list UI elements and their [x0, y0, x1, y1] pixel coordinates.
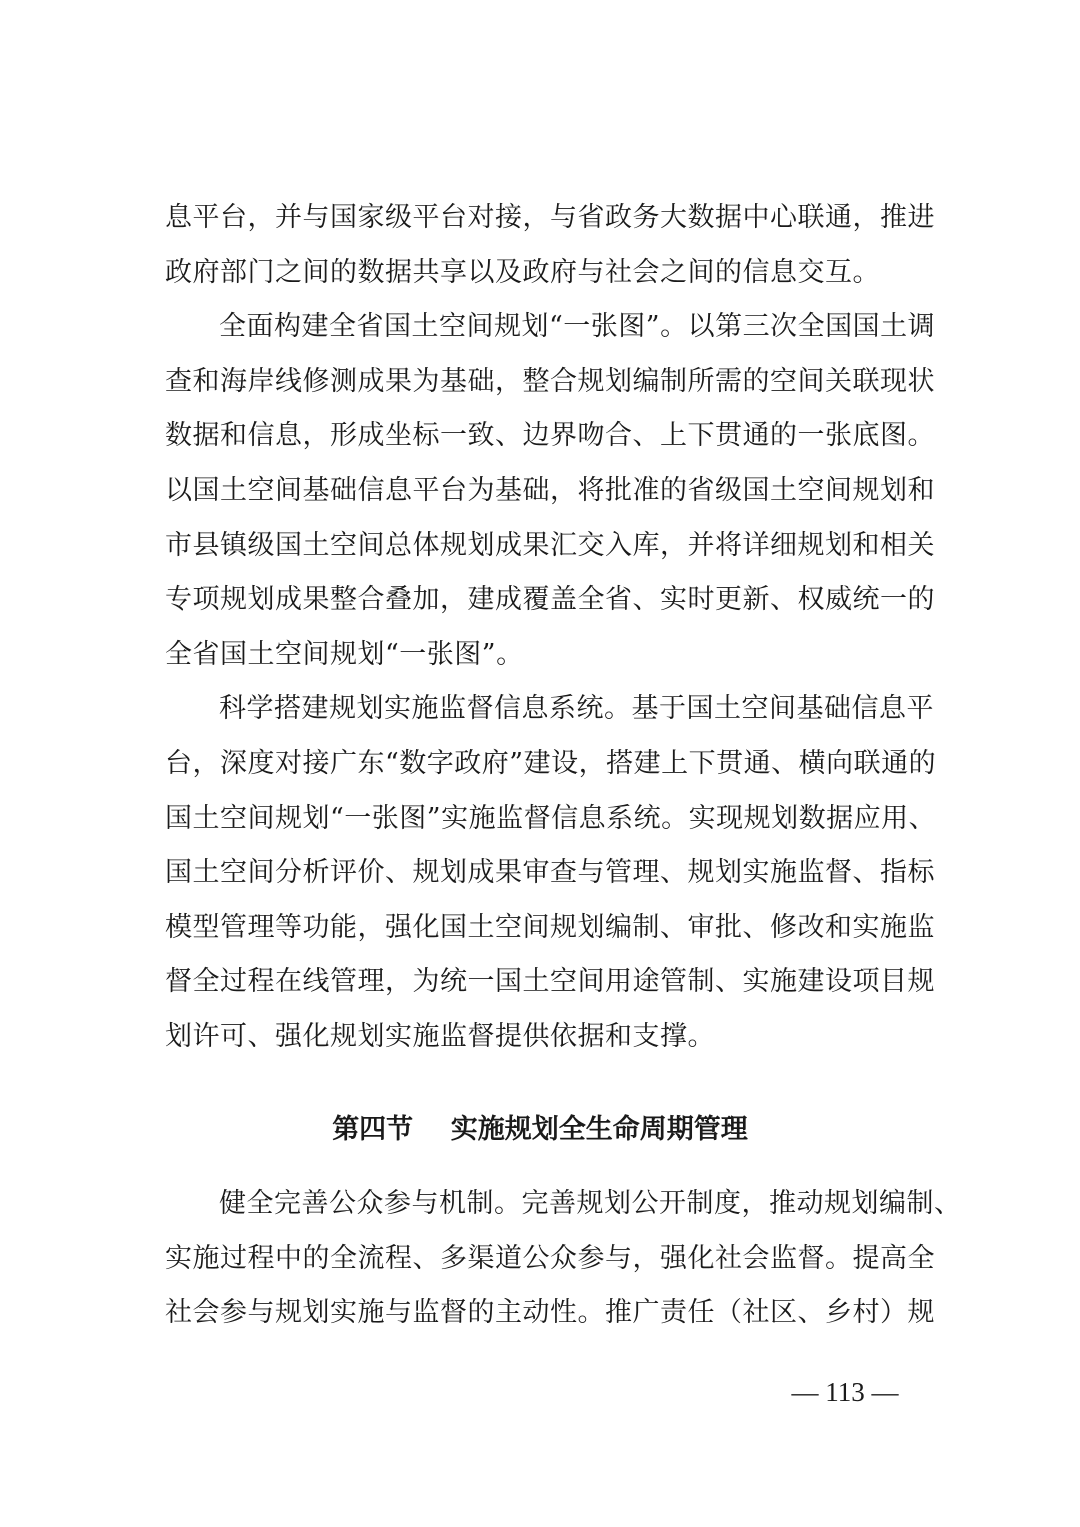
- text-line: 市县镇级国土空间总体规划成果汇交入库，并将详细规划和相关: [165, 529, 935, 561]
- text-line: 政府部门之间的数据共享以及政府与社会之间的信息交互。: [165, 256, 880, 288]
- text-line: 国土空间分析评价、规划成果审查与管理、规划实施监督、指标: [165, 857, 935, 889]
- text-line: 查和海岸线修测成果为基础，整合规划编制所需的空间关联现状: [165, 365, 935, 397]
- text-line: 社会参与规划实施与监督的主动性。推广责任（社区、乡村）规: [165, 1297, 935, 1329]
- text-line: 模型管理等功能，强化国土空间规划编制、审批、修改和实施监: [165, 911, 935, 943]
- text-line: 数据和信息，形成坐标一致、边界吻合、上下贯通的一张底图。: [165, 420, 935, 452]
- text-line: 以国土空间基础信息平台为基础，将批准的省级国土空间规划和: [165, 474, 935, 506]
- text-line: 督全过程在线管理，为统一国土空间用途管制、实施建设项目规: [165, 966, 935, 998]
- text-line: 实施过程中的全流程、多渠道公众参与，强化社会监督。提高全: [165, 1242, 935, 1274]
- text-line: 全省国土空间规划“一张图”。: [165, 638, 524, 670]
- body-text-top: [165, 191, 937, 1065]
- text-line: 科学搭建规划实施监督信息系统。基于国土空间基础信息平: [219, 693, 934, 725]
- body-text-bottom: [165, 1177, 962, 1341]
- text-line: 息平台，并与国家级平台对接，与省政务大数据中心联通，推进: [165, 202, 935, 233]
- section-heading: 第四节 实施规划全生命周期管理: [332, 1114, 748, 1145]
- text-line: 全面构建全省国土空间规划“一张图”。以第三次全国国土调: [219, 311, 936, 343]
- text-line: 专项规划成果整合叠加，建成覆盖全省、实时更新、权威统一的: [165, 584, 935, 616]
- text-line: 国土空间规划“一张图”实施监督信息系统。实现规划数据应用、: [165, 802, 937, 834]
- text-line: 划许可、强化规划实施监督提供依据和支撑。: [165, 1020, 715, 1052]
- text-line: 台，深度对接广东“数字政府”建设，搭建上下贯通、横向联通的: [165, 747, 937, 779]
- page-number: — 113 —: [791, 1377, 899, 1407]
- text-line: 健全完善公众参与机制。完善规划公开制度，推动规划编制、: [219, 1188, 962, 1219]
